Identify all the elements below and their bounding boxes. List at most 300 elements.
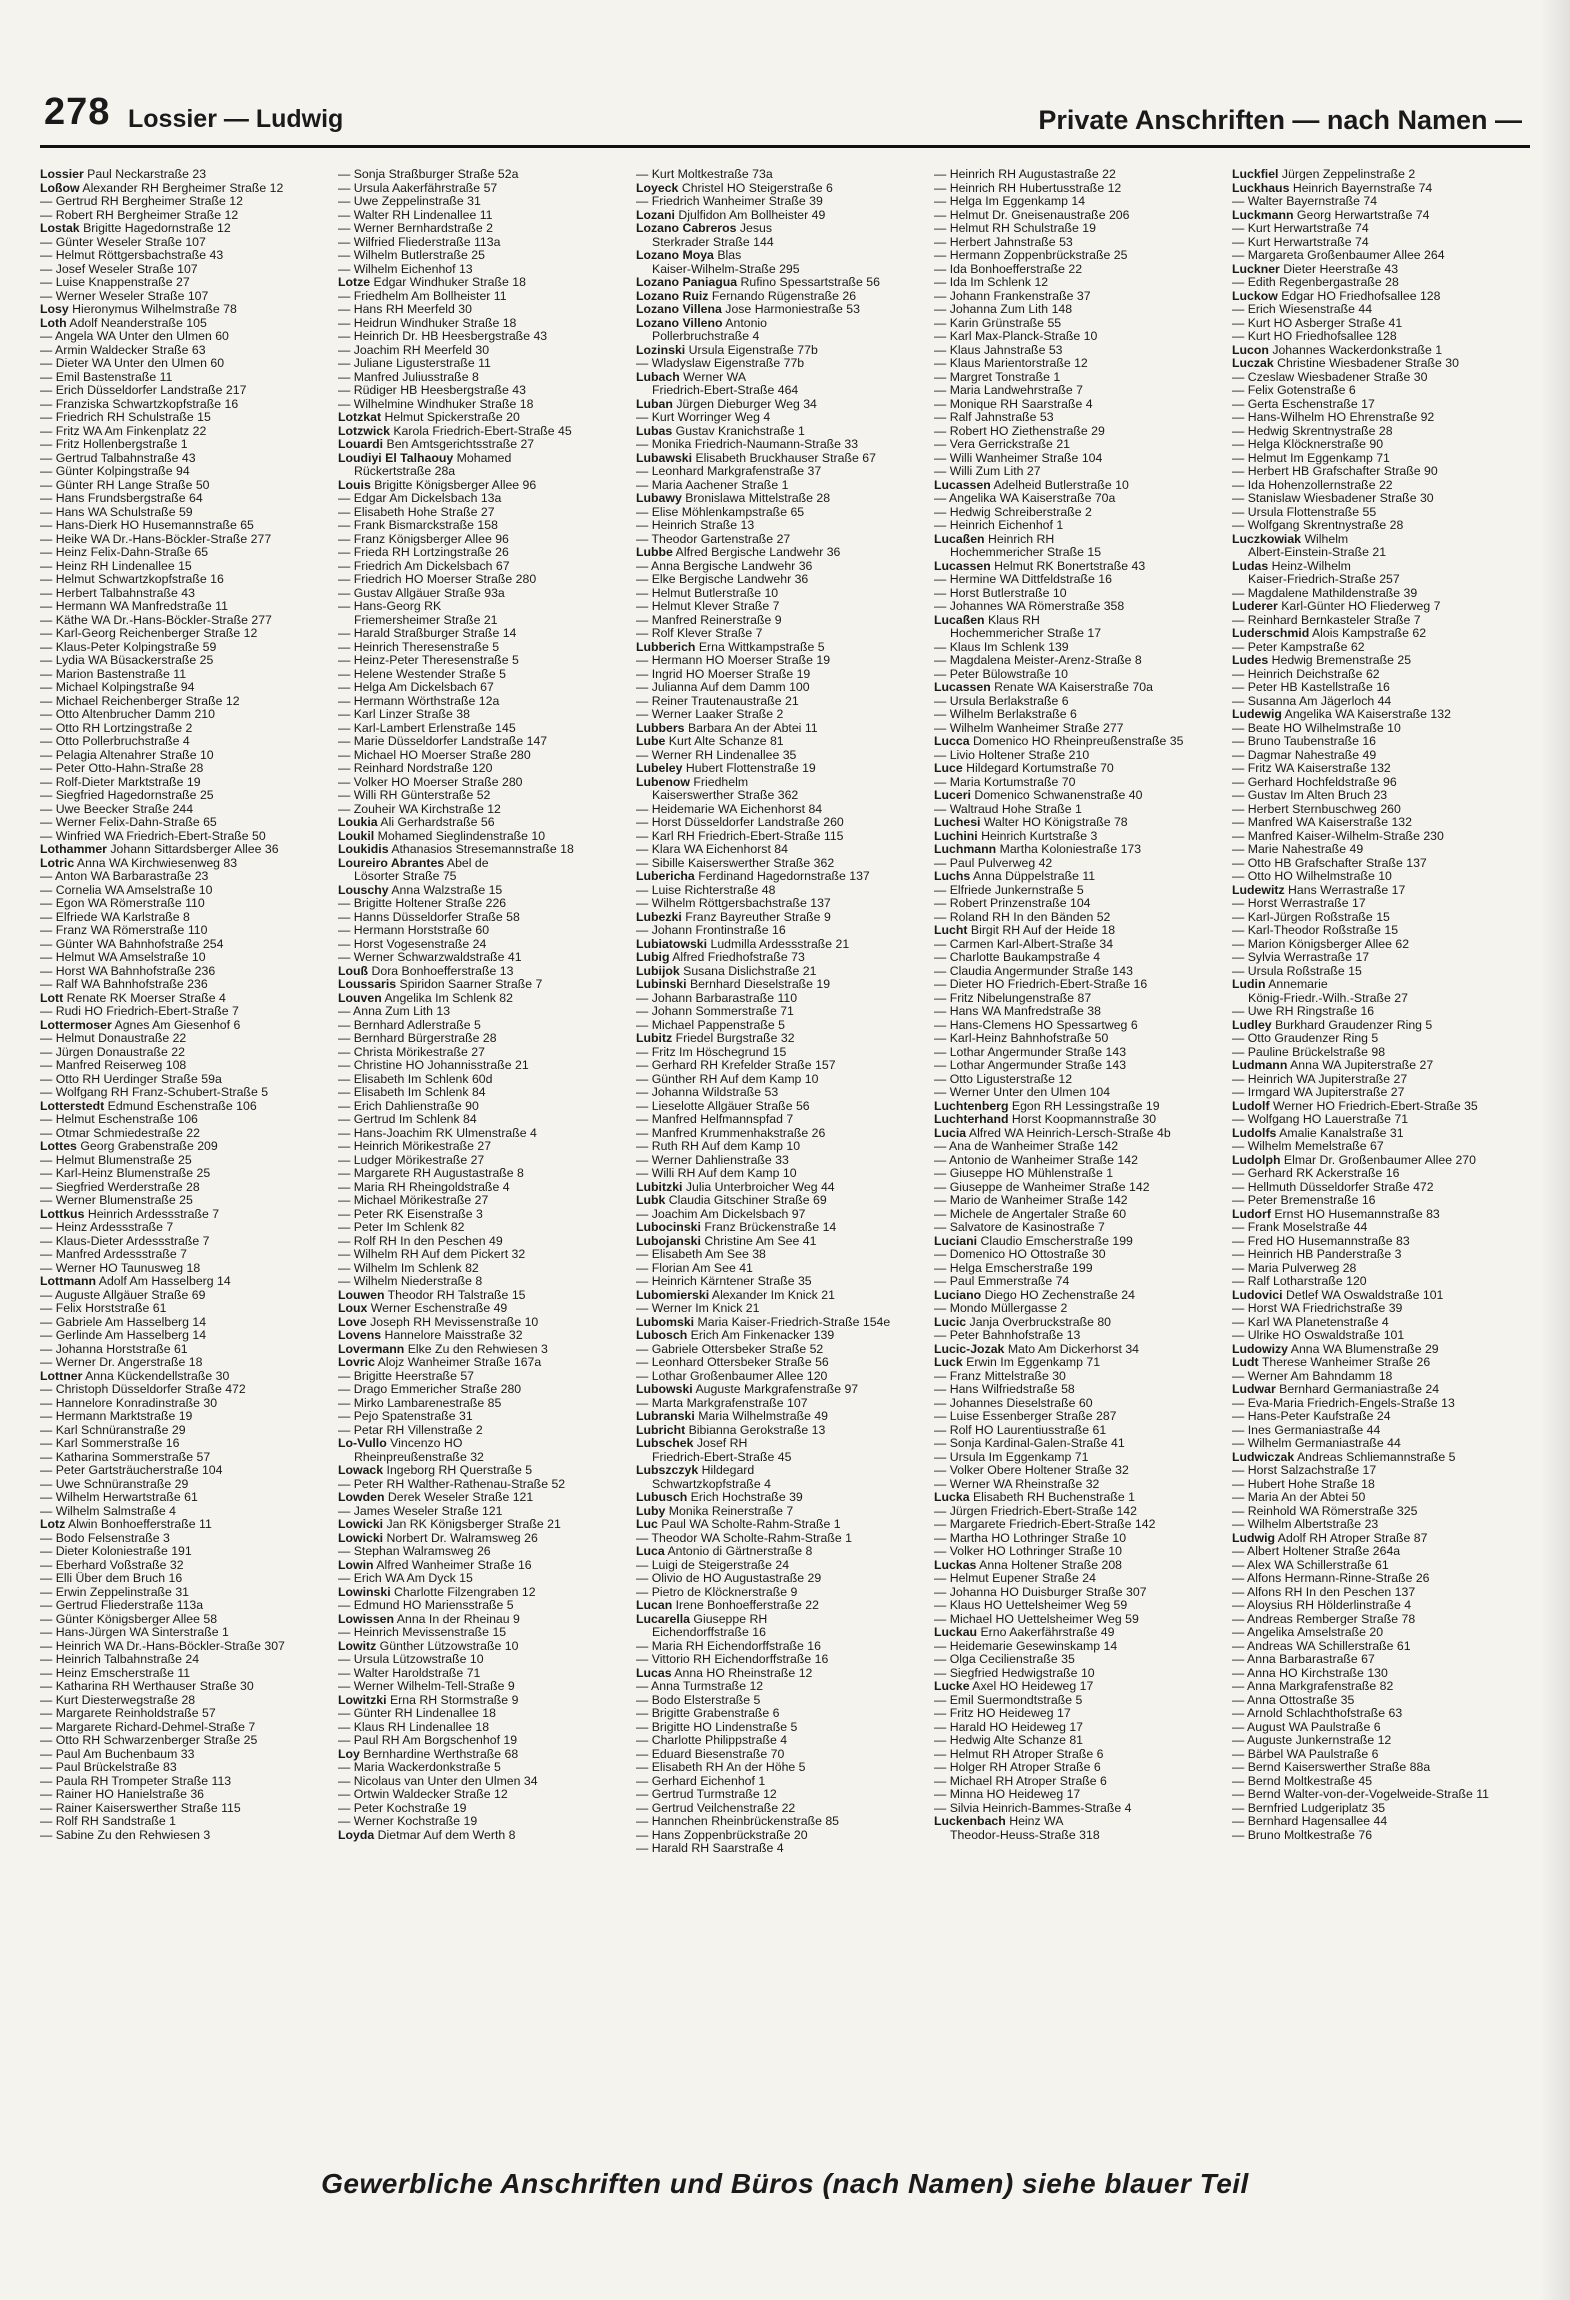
entry-text: Alexander Im Knick 21: [711, 1288, 835, 1302]
entry-text: Mato Am Dickerhorst 34: [1007, 1342, 1140, 1356]
directory-entry: [40, 303, 332, 317]
directory-entry: [636, 681, 928, 695]
directory-entry: [636, 1046, 928, 1060]
entry-text: — Gertrud Im Schlenk 84: [338, 1113, 477, 1126]
directory-entry: [1232, 1451, 1524, 1465]
entry-surname: Luc: [636, 1518, 658, 1531]
directory-entry: [338, 533, 630, 547]
entry-text: — Bernd Moltkestraße 45: [1232, 1774, 1373, 1788]
directory-entry: [1232, 236, 1524, 250]
directory-entry: [1232, 1127, 1524, 1141]
entry-text: — Heinrich Theresenstraße 5: [338, 640, 500, 654]
directory-entry: [40, 1100, 332, 1114]
directory-entry: [40, 1181, 332, 1195]
entry-text: Hochemmericher Straße 17: [950, 627, 1102, 640]
directory-entry: [338, 452, 630, 466]
entry-text: — Johanna Horststraße 61: [40, 1342, 188, 1356]
entry-text: — Eva-Maria Friedrich-Engels-Straße 13: [1232, 1396, 1455, 1410]
entry-text: Domenico Schwanenstraße 40: [974, 789, 1143, 802]
directory-entry: [338, 1586, 630, 1600]
directory-entry: [934, 803, 1226, 817]
directory-entry: [1232, 1221, 1524, 1235]
entry-text: — Peter Kochstraße 19: [338, 1801, 467, 1815]
entry-text: Annemarie: [1268, 978, 1328, 991]
directory-entry: [40, 1343, 332, 1357]
entry-surname: Ludwar: [1232, 1383, 1276, 1396]
entry-text: — Manfred WA Kaiserstraße 132: [1232, 816, 1412, 829]
entry-text: Hubert Flottenstraße 19: [685, 762, 816, 775]
entry-text: — Michele de Angertaler Straße 60: [934, 1207, 1127, 1221]
entry-text: — Franz WA Römerstraße 110: [40, 924, 208, 937]
directory-entry: [40, 992, 332, 1006]
directory-entry: [934, 789, 1226, 803]
entry-text: — Wilhelm Berlakstraße 6: [934, 708, 1077, 721]
entry-surname: Lubberich: [636, 640, 696, 654]
directory-entry: [338, 479, 630, 493]
directory-entry: [40, 1194, 332, 1208]
entry-text: Heinz-Wilhelm: [1271, 559, 1351, 573]
entry-text: — Heinrich Eichenhof 1: [934, 519, 1064, 532]
directory-entry: [1232, 1181, 1524, 1195]
entry-text: — Pauline Brückelstraße 98: [1232, 1045, 1386, 1059]
entry-text: Norbert Dr. Walramsweg 26: [386, 1531, 538, 1545]
directory-entry: [636, 290, 928, 304]
directory-entry: [40, 263, 332, 277]
entry-text: — Ingrid HO Moerser Straße 19: [636, 667, 811, 681]
directory-entry: [40, 830, 332, 844]
directory-entry: [1232, 1491, 1524, 1505]
entry-text: — Günther RH Auf dem Kamp 10: [636, 1072, 819, 1086]
directory-entry: [1232, 1586, 1524, 1600]
directory-entry: [636, 317, 928, 331]
entry-text: — Marion Bastenstraße 11: [40, 667, 187, 681]
entry-text: — Elisabeth Am See 38: [636, 1248, 766, 1261]
entry-text: — Maria An der Abtei 50: [1232, 1491, 1366, 1504]
entry-text: Mohamed: [456, 451, 512, 465]
entry-text: — Werner Schwarzwaldstraße 41: [338, 951, 522, 964]
directory-entry: [1232, 560, 1524, 574]
entry-text: Egon RH Lessingstraße 19: [1011, 1099, 1160, 1113]
entry-text: — Hans Wilfriedstraße 58: [934, 1383, 1075, 1396]
entry-text: Ernst HO Husemannstraße 83: [1274, 1207, 1440, 1221]
directory-entry: [338, 384, 630, 398]
directory-entry: [338, 1775, 630, 1789]
entry-text: — Günter RH Lange Straße 50: [40, 478, 210, 492]
directory-entry: [338, 371, 630, 385]
entry-text: Ludmilla Ardessstraße 21: [710, 937, 850, 951]
directory-entry: [338, 411, 630, 425]
directory-entry: [1232, 1248, 1524, 1262]
directory-entry: [40, 384, 332, 398]
entry-text: — Wolfgang HO Lauerstraße 71: [1232, 1113, 1409, 1126]
directory-entry: [338, 1518, 630, 1532]
entry-text: — Hans WA Schulstraße 59: [40, 505, 193, 519]
directory-entry: [338, 1262, 630, 1276]
directory-entry: [1232, 492, 1524, 506]
entry-surname: Ludovici: [1232, 1288, 1283, 1302]
directory-entry: [40, 587, 332, 601]
entry-text: — Gerhard Eichenhof 1: [636, 1774, 766, 1788]
entry-text: Hildegard: [701, 1464, 755, 1477]
directory-entry: [1232, 1464, 1524, 1478]
entry-text: — Leonhard Ottersbeker Straße 56: [636, 1356, 829, 1369]
entry-surname: Lozano Paniagua: [636, 276, 738, 289]
directory-entry: [1232, 1734, 1524, 1748]
directory-entry: [338, 506, 630, 520]
entry-text: — Kurt HO Friedhofsallee 128: [1232, 330, 1397, 343]
entry-surname: Luchs: [934, 870, 971, 883]
directory-entry: [1232, 1383, 1524, 1397]
entry-text: — Ludger Mörikestraße 27: [338, 1153, 485, 1167]
directory-entry: [338, 1221, 630, 1235]
directory-entry: [1232, 330, 1524, 344]
directory-entry: [934, 398, 1226, 412]
directory-entry: [934, 249, 1226, 263]
directory-entry: [636, 249, 928, 263]
entry-text: — Hannelore Konradinstraße 30: [40, 1396, 218, 1410]
entry-text: — Heinz Emscherstraße 11: [40, 1666, 191, 1680]
directory-entry: [1232, 1802, 1524, 1816]
directory-entry: [934, 1410, 1226, 1424]
directory-entry: [338, 1707, 630, 1721]
entry-text: — Reinhard Bernkasteler Straße 7: [1232, 613, 1421, 627]
directory-entry: [40, 209, 332, 223]
entry-text: — Gerhard Hochfeldstraße 96: [1232, 775, 1397, 789]
directory-entry: [1232, 1059, 1524, 1073]
entry-text: — Gertrud RH Bergheimer Straße 12: [40, 195, 243, 208]
entry-surname: Ludewig: [1232, 708, 1282, 721]
entry-text: Theodor RH Talstraße 15: [387, 1288, 526, 1302]
directory-entry: [636, 425, 928, 439]
directory-entry: [338, 519, 630, 533]
entry-surname: Ludes: [1232, 654, 1269, 667]
entry-text: Amalie Kanalstraße 31: [1279, 1126, 1404, 1140]
directory-entry: [636, 1532, 928, 1546]
entry-text: — Kurt Herwartstraße 74: [1232, 235, 1369, 249]
directory-entry: [1232, 1275, 1524, 1289]
entry-text: — Michael Pappenstraße 5: [636, 1018, 786, 1032]
directory-entry: [40, 276, 332, 290]
entry-surname: Lotzkat: [338, 411, 382, 424]
entry-text: — Margarete Friedrich-Ebert-Straße 142: [934, 1518, 1156, 1531]
directory-entry: [338, 789, 630, 803]
directory-entry: [636, 330, 928, 344]
entry-text: Friemersheimer Straße 21: [354, 613, 498, 627]
directory-entry: [934, 1248, 1226, 1262]
entry-text: Charlotte Filzengraben 12: [394, 1585, 536, 1599]
entry-surname: Lucic-Jozak: [934, 1342, 1005, 1356]
entry-text: — Rainer Kaiserswerther Straße 115: [40, 1801, 241, 1815]
entry-text: — Friedrich Wanheimer Straße 39: [636, 195, 823, 208]
entry-text: — Elisabeth Im Schlenk 60d: [338, 1072, 493, 1086]
entry-text: — Johanna Zum Lith 148: [934, 303, 1073, 316]
directory-entry: [636, 776, 928, 790]
entry-text: — Magdalene Mathildenstraße 39: [1232, 586, 1418, 600]
directory-entry: [636, 1032, 928, 1046]
entry-text: — Peter Kampstraße 62: [1232, 640, 1365, 654]
directory-entry: [338, 1626, 630, 1640]
directory-entry: [934, 1680, 1226, 1694]
entry-text: Rheinpreußenstraße 32: [354, 1450, 484, 1464]
directory-entry: [934, 749, 1226, 763]
directory-entry: [934, 1829, 1226, 1843]
directory-entry: [1232, 506, 1524, 520]
directory-entry: [1232, 1167, 1524, 1181]
entry-text: — Wilhelm Salmstraße 4: [40, 1504, 176, 1518]
entry-text: — Brigitte Grabenstraße 6: [636, 1707, 780, 1720]
entry-surname: Lubranski: [636, 1410, 695, 1423]
entry-surname: Ludewitz: [1232, 883, 1285, 897]
name-range: Lossier — Ludwig: [128, 105, 344, 133]
entry-text: — Margarete Richard-Dehmel-Straße 7: [40, 1720, 256, 1734]
entry-text: — Marie Düsseldorfer Landstraße 147: [338, 735, 548, 748]
entry-text: — Katharina Sommerstraße 57: [40, 1450, 211, 1464]
directory-entry: [1232, 1046, 1524, 1060]
directory-entry: [40, 1046, 332, 1060]
entry-text: — Wilfried Fliederstraße 113a: [338, 235, 501, 249]
entry-surname: Loy: [338, 1747, 360, 1761]
directory-entry: [1232, 695, 1524, 709]
directory-entry: [636, 965, 928, 979]
directory-entry: [636, 263, 928, 277]
directory-entry: [40, 1532, 332, 1546]
entry-surname: Lozano Cabreros: [636, 222, 737, 235]
entry-text: — Roland RH In den Bänden 52: [934, 910, 1111, 924]
entry-text: — Olga Cecilienstraße 35: [934, 1653, 1075, 1666]
entry-text: Anna Holtener Straße 208: [979, 1558, 1123, 1572]
directory-entry: [338, 1478, 630, 1492]
directory-entry: [636, 1842, 928, 1856]
directory-entry: [40, 182, 332, 196]
entry-text: Hannelore Maisstraße 32: [384, 1329, 523, 1342]
entry-surname: Luczak: [1232, 357, 1274, 370]
directory-entry: [636, 344, 928, 358]
entry-text: — Gerhard RK Ackerstraße 16: [1232, 1167, 1400, 1180]
directory-entry: [338, 209, 630, 223]
entry-text: — Anna Zum Lith 13: [338, 1005, 451, 1018]
entry-text: — Peter Bahnhofstraße 13: [934, 1329, 1081, 1342]
directory-entry: [636, 1194, 928, 1208]
entry-surname: Loukia: [338, 816, 378, 829]
directory-entry: [338, 182, 630, 196]
directory-entry: [338, 398, 630, 412]
entry-text: — Anton WA Barbarastraße 23: [40, 870, 209, 883]
directory-entry: [338, 1167, 630, 1181]
entry-text: — Werner Dahlienstraße 33: [636, 1153, 789, 1167]
directory-entry: [1232, 587, 1524, 601]
entry-text: — Werner Wilhelm-Tell-Straße 9: [338, 1680, 515, 1693]
directory-entry: [636, 546, 928, 560]
entry-surname: Ludowizy: [1232, 1342, 1289, 1356]
directory-entry: [934, 222, 1226, 236]
entry-text: — Elisabeth Im Schlenk 84: [338, 1086, 486, 1099]
entry-surname: Ludwig: [1232, 1531, 1276, 1545]
entry-text: Lösorter Straße 75: [354, 870, 457, 883]
directory-entry: [338, 344, 630, 358]
entry-surname: Lubinski: [636, 978, 687, 991]
entry-surname: Luck: [934, 1356, 963, 1369]
directory-entry: [338, 681, 630, 695]
directory-entry: [338, 1491, 630, 1505]
entry-text: — Gabriele Ottersbeker Straße 52: [636, 1342, 824, 1356]
entry-text: — Magdalena Meister-Arenz-Straße 8: [934, 654, 1142, 667]
directory-entry: [636, 1316, 928, 1330]
entry-text: — Frank Moselstraße 44: [1232, 1221, 1368, 1234]
directory-entry: [934, 911, 1226, 925]
directory-entry: [40, 654, 332, 668]
entry-surname: Luckau: [934, 1626, 978, 1639]
directory-entry: [1232, 1032, 1524, 1046]
entry-text: — Heinrich Dr. HB Heesbergstraße 43: [338, 330, 548, 343]
entry-text: — Alex WA Schillerstraße 61: [1232, 1558, 1389, 1572]
directory-entry: [934, 1424, 1226, 1438]
entry-text: Jose Harmoniestraße 53: [725, 303, 860, 316]
entry-text: — Maria Aachener Straße 1: [636, 478, 789, 492]
directory-entry: [1232, 816, 1524, 830]
entry-surname: Lowin: [338, 1558, 374, 1572]
directory-entry: [40, 249, 332, 263]
directory-entry: [338, 1559, 630, 1573]
entry-text: Kaiserswerther Straße 362: [652, 789, 799, 802]
entry-surname: Lubitz: [636, 1032, 673, 1045]
entry-text: — Hermann Marktstraße 19: [40, 1410, 193, 1423]
entry-text: Christel HO Steigerstraße 6: [681, 181, 833, 195]
entry-text: Friedhelm: [693, 775, 749, 789]
entry-text: — Harald HO Heideweg 17: [934, 1720, 1083, 1734]
entry-text: — Peter Otto-Hahn-Straße 28: [40, 762, 204, 775]
entry-text: — Lothar Angermunder Straße 143: [934, 1059, 1127, 1072]
entry-text: — Margarete RH Augustastraße 8: [338, 1167, 524, 1180]
directory-entry: [934, 1599, 1226, 1613]
entry-text: — Peter Im Schlenk 82: [338, 1221, 465, 1234]
entry-text: — Helmut Eupener Straße 24: [934, 1572, 1096, 1585]
entry-surname: Lubosch: [636, 1329, 688, 1342]
entry-surname: Loukidis: [338, 843, 389, 856]
entry-surname: Luchesi: [934, 816, 981, 829]
directory-entry: [40, 425, 332, 439]
entry-surname: Loyeck: [636, 181, 679, 195]
directory-entry: [934, 209, 1226, 223]
entry-surname: Lubericha: [636, 870, 695, 883]
directory-entry: [338, 803, 630, 817]
directory-entry: [40, 1491, 332, 1505]
entry-surname: Lucht: [934, 924, 968, 937]
entry-surname: Lowinski: [338, 1585, 391, 1599]
directory-entry: [636, 1613, 928, 1627]
entry-surname: Lotterstedt: [40, 1099, 105, 1113]
entry-text: Christine Am See 41: [704, 1234, 817, 1248]
directory-column: [338, 168, 636, 2158]
directory-entry: [338, 1532, 630, 1546]
entry-text: — Karl-Theodor Roßstraße 15: [1232, 924, 1399, 937]
directory-entry: [40, 1626, 332, 1640]
entry-text: Pollerbruchstraße 4: [652, 330, 760, 343]
directory-entry: [934, 870, 1226, 884]
directory-entry: [40, 533, 332, 547]
entry-text: — Katharina RH Werthauser Straße 30: [40, 1680, 254, 1693]
entry-surname: Loyda: [338, 1828, 375, 1842]
entry-text: — Bernhard Adlerstraße 5: [338, 1018, 481, 1032]
directory-entry: [934, 357, 1226, 371]
directory-entry: [934, 965, 1226, 979]
entry-text: — Stephan Walramsweg 26: [338, 1545, 491, 1558]
directory-entry: [338, 1289, 630, 1303]
directory-entry: [338, 1667, 630, 1681]
entry-text: — Gertrud Turmstraße 12: [636, 1788, 777, 1801]
entry-text: Birgit RH Auf der Heide 18: [970, 924, 1116, 937]
directory-entry: [934, 1046, 1226, 1060]
entry-text: Renate RK Moerser Straße 4: [66, 991, 226, 1005]
entry-text: — Elise Möhlenkampstraße 65: [636, 505, 805, 519]
directory-entry: [40, 465, 332, 479]
directory-entry: [636, 1464, 928, 1478]
entry-surname: Luckmann: [1232, 208, 1294, 222]
entry-text: — Maria Pulverweg 28: [1232, 1261, 1357, 1275]
directory-entry: [1232, 749, 1524, 763]
directory-entry: [40, 1829, 332, 1843]
directory-entry: [40, 479, 332, 493]
entry-surname: Lovric: [338, 1356, 375, 1369]
directory-entry: [636, 1545, 928, 1559]
entry-text: — Armin Waldecker Straße 63: [40, 343, 206, 357]
entry-text: — Friedrich HO Moerser Straße 280: [338, 573, 537, 586]
entry-surname: Ludwiczak: [1232, 1450, 1295, 1464]
entry-surname: Lucca: [934, 735, 970, 748]
entry-text: — Johann Barbarastraße 110: [636, 991, 798, 1005]
entry-surname: Louß: [338, 964, 369, 978]
entry-text: — Heinrich Kärntener Straße 35: [636, 1275, 812, 1288]
directory-entry: [934, 1626, 1226, 1640]
directory-columns: [40, 168, 1530, 2158]
entry-text: Martha Koloniestraße 173: [999, 843, 1142, 856]
directory-entry: [934, 1154, 1226, 1168]
footer-note: Gewerbliche Anschriften und Büros (nach Namen) siehe blauer Teil: [321, 2168, 1249, 2199]
entry-text: — James Weseler Straße 121: [338, 1504, 503, 1518]
entry-surname: Lubricht: [636, 1423, 686, 1437]
entry-text: Djulfidon Am Bollheister 49: [678, 208, 826, 222]
directory-entry: [636, 1491, 928, 1505]
directory-entry: [1232, 1626, 1524, 1640]
entry-surname: Lozano Ruiz: [636, 289, 709, 303]
entry-text: Gustav Kranichstraße 1: [675, 424, 805, 438]
directory-entry: [934, 938, 1226, 952]
entry-text: Kurt Alte Schanze 81: [668, 735, 784, 748]
entry-text: — Heinrich RH Augustastraße 22: [934, 168, 1116, 181]
entry-text: Anna Düppelstraße 11: [972, 870, 1096, 883]
directory-entry: [636, 465, 928, 479]
directory-entry: [934, 816, 1226, 830]
entry-text: Helmut RK Bonertstraße 43: [994, 559, 1146, 573]
directory-entry: [934, 843, 1226, 857]
directory-entry: [636, 1275, 928, 1289]
entry-text: — Hedwig Skrentnystraße 28: [1232, 424, 1393, 438]
directory-entry: [338, 884, 630, 898]
entry-text: Anna HO Rheinstraße 12: [674, 1666, 813, 1680]
entry-text: — Helmut RH Schulstraße 19: [934, 222, 1096, 235]
directory-entry: [338, 870, 630, 884]
directory-entry: [40, 884, 332, 898]
directory-entry: [40, 195, 332, 209]
entry-text: Klaus RH: [988, 613, 1040, 627]
directory-entry: [934, 587, 1226, 601]
entry-text: Franz Bayreuther Straße 9: [685, 910, 831, 924]
entry-text: — Manfred Juliusstraße 8: [338, 370, 479, 384]
entry-text: — Hans-Clemens HO Spessartweg 6: [934, 1018, 1138, 1032]
entry-surname: Lubusch: [636, 1491, 688, 1504]
entry-text: — Peter Bülowstraße 10: [934, 667, 1068, 681]
entry-text: Adolf Neanderstraße 105: [69, 316, 207, 330]
entry-surname: Lothammer: [40, 843, 107, 856]
